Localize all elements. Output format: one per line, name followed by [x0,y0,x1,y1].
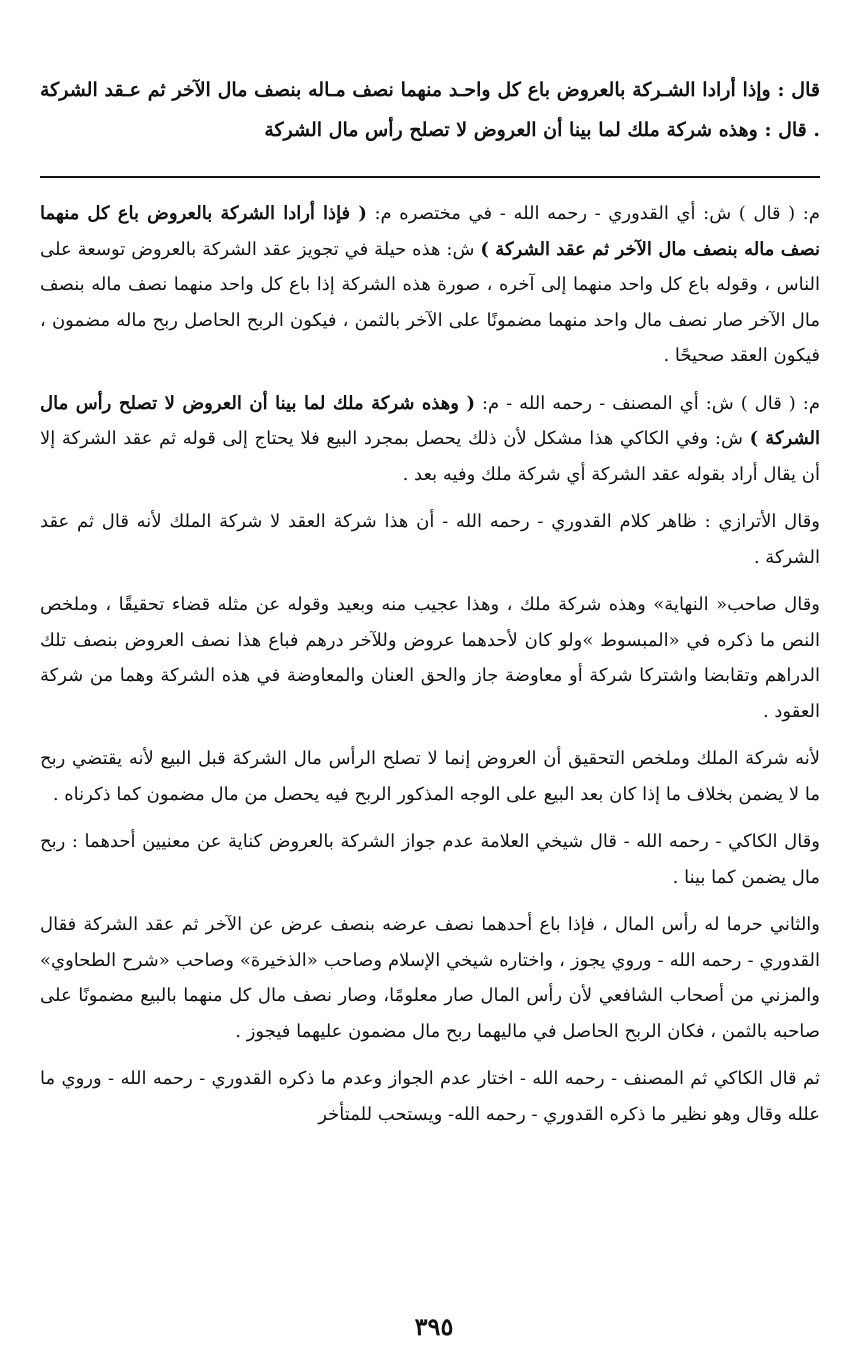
commentary-paragraph [40,504,820,575]
para-lead: م: ( قال ) ش: أي المصنف - رحمه الله - م: [475,392,820,414]
commentary-paragraph [40,824,820,895]
page-number: ٣٩٥ [414,1312,454,1341]
para-text: والثاني حرما له رأس المال ، فإذا باع أحدهما نصف عرضه بنصف عرض عن الآخر ثم عقد الشركة فقال القدوري - رحمه الله - وروي يجوز ، واختاره شيخي الإسلام وصاحب «الذخيرة» وصاحب «شرح الطحاوي» والمزني من أصحاب الشافعي لأن رأس المال صار معلومًا، وصار نصف مال كل منهما بالبيع مضمونًا على صاحبه بالثمن ، فكان الربح الحاصل في ماليهما ربح مال مضمون عليهما فيجوز . [40,914,820,1042]
para-lead: م: ( قال ) ش: أي القدوري - رحمه الله - في مختصره م: [366,203,821,224]
commentary-paragraph [40,1061,820,1132]
para-text: ثم قال الكاكي ثم المصنف - رحمه الله - اختار عدم الجواز وعدم ما ذكره القدوري - رحمه الله - وروي ما علله وقال وهو نظير ما ذكره القدوري - رحمه الله- ويستحب للمتأخر [40,1068,820,1125]
commentary-paragraph [40,741,820,812]
commentary-paragraph [40,907,820,1049]
para-text: وقال الكاكي - رحمه الله - قال شيخي العلامة عدم جواز الشركة بالعروض كناية عن معنيين أحدهما : ربح مال يضمن كما بينا . [40,831,820,888]
para-text: وقال صاحب« النهاية» وهذه شركة ملك ، وهذا عجيب منه وبعيد وقوله عن مثله قضاء تحقيقًا ، وملخص النص ما ذكره في «المبسوط »ولو كان لأحدهما عروض وللآخر درهم فباع هذا نصف العروض بنصف تلك الدراهم وتقابضا واشتركا شركة أو معاوضة جاز والحق العنان والمعاوضة في هذه الشركة وهما من شركة العقود . [40,594,820,722]
quoted-matn: ( وهذه شركة ملك لما بينا أن العروض لا تصلح رأس مال الشركة ) [40,392,820,449]
commentary-paragraph [40,386,820,493]
commentary [40,196,820,1132]
commentary-paragraph [40,196,820,374]
quoted-matn: ( فإذا أرادا الشركة بالعروض باع كل منهما نصف ماله بنصف مال الآخر ثم عقد الشركة ) [40,203,821,260]
para-text: وقال الأترازي : ظاهر كلام القدوري - رحمه الله - أن هذا شركة العقد لا شركة الملك لأنه قال ثم عقد الشركة . [40,511,820,568]
para-text: ش: وفي الكاكي هذا مشكل لأن ذلك يحصل بمجرد البيع فلا يحتاج إلى قوله ثم عقد الشركة إلا أن يقال أراد بقوله عقد الشركة أي شركة ملك وفيه بعد . [40,428,820,485]
para-text: لأنه شركة الملك وملخص التحقيق أن العروض إنما لا تصلح الرأس مال الشركة قبل البيع لأنه يقتضي ربح ما لا يضمن بخلاف ما إذا كان بعد البيع على الوجه المذكور الربح فيه يحصل من مال مضمون كما ذكرناه . [40,748,820,805]
separator-line [40,176,820,178]
commentary-paragraph [40,587,820,729]
para-text: ش: هذه حيلة في تجويز عقد الشركة بالعروض توسعة على الناس ، وقوله باع كل واحد منهما إلى آخره ، صورة هذه الشركة إذا باع كل واحد منهما نصف ماله بنصف مال الآخر صار نصف مال واحد منهما مضمونًا على الآخر بالثمن ، فيكون الربح الحاصل ربح ماله مضمون ، فيكون العقد صحيحًا . [40,238,820,366]
matn-text: قال : وإذا أرادا الشـركة بالعروض باع كل واحـد منهما نصف مـاله بنصف مال الآخر ثم عـقد الشركة . قال : وهذه شركة ملك لما بينا أن العروض لا تصلح رأس مال الشركة [40,79,820,141]
